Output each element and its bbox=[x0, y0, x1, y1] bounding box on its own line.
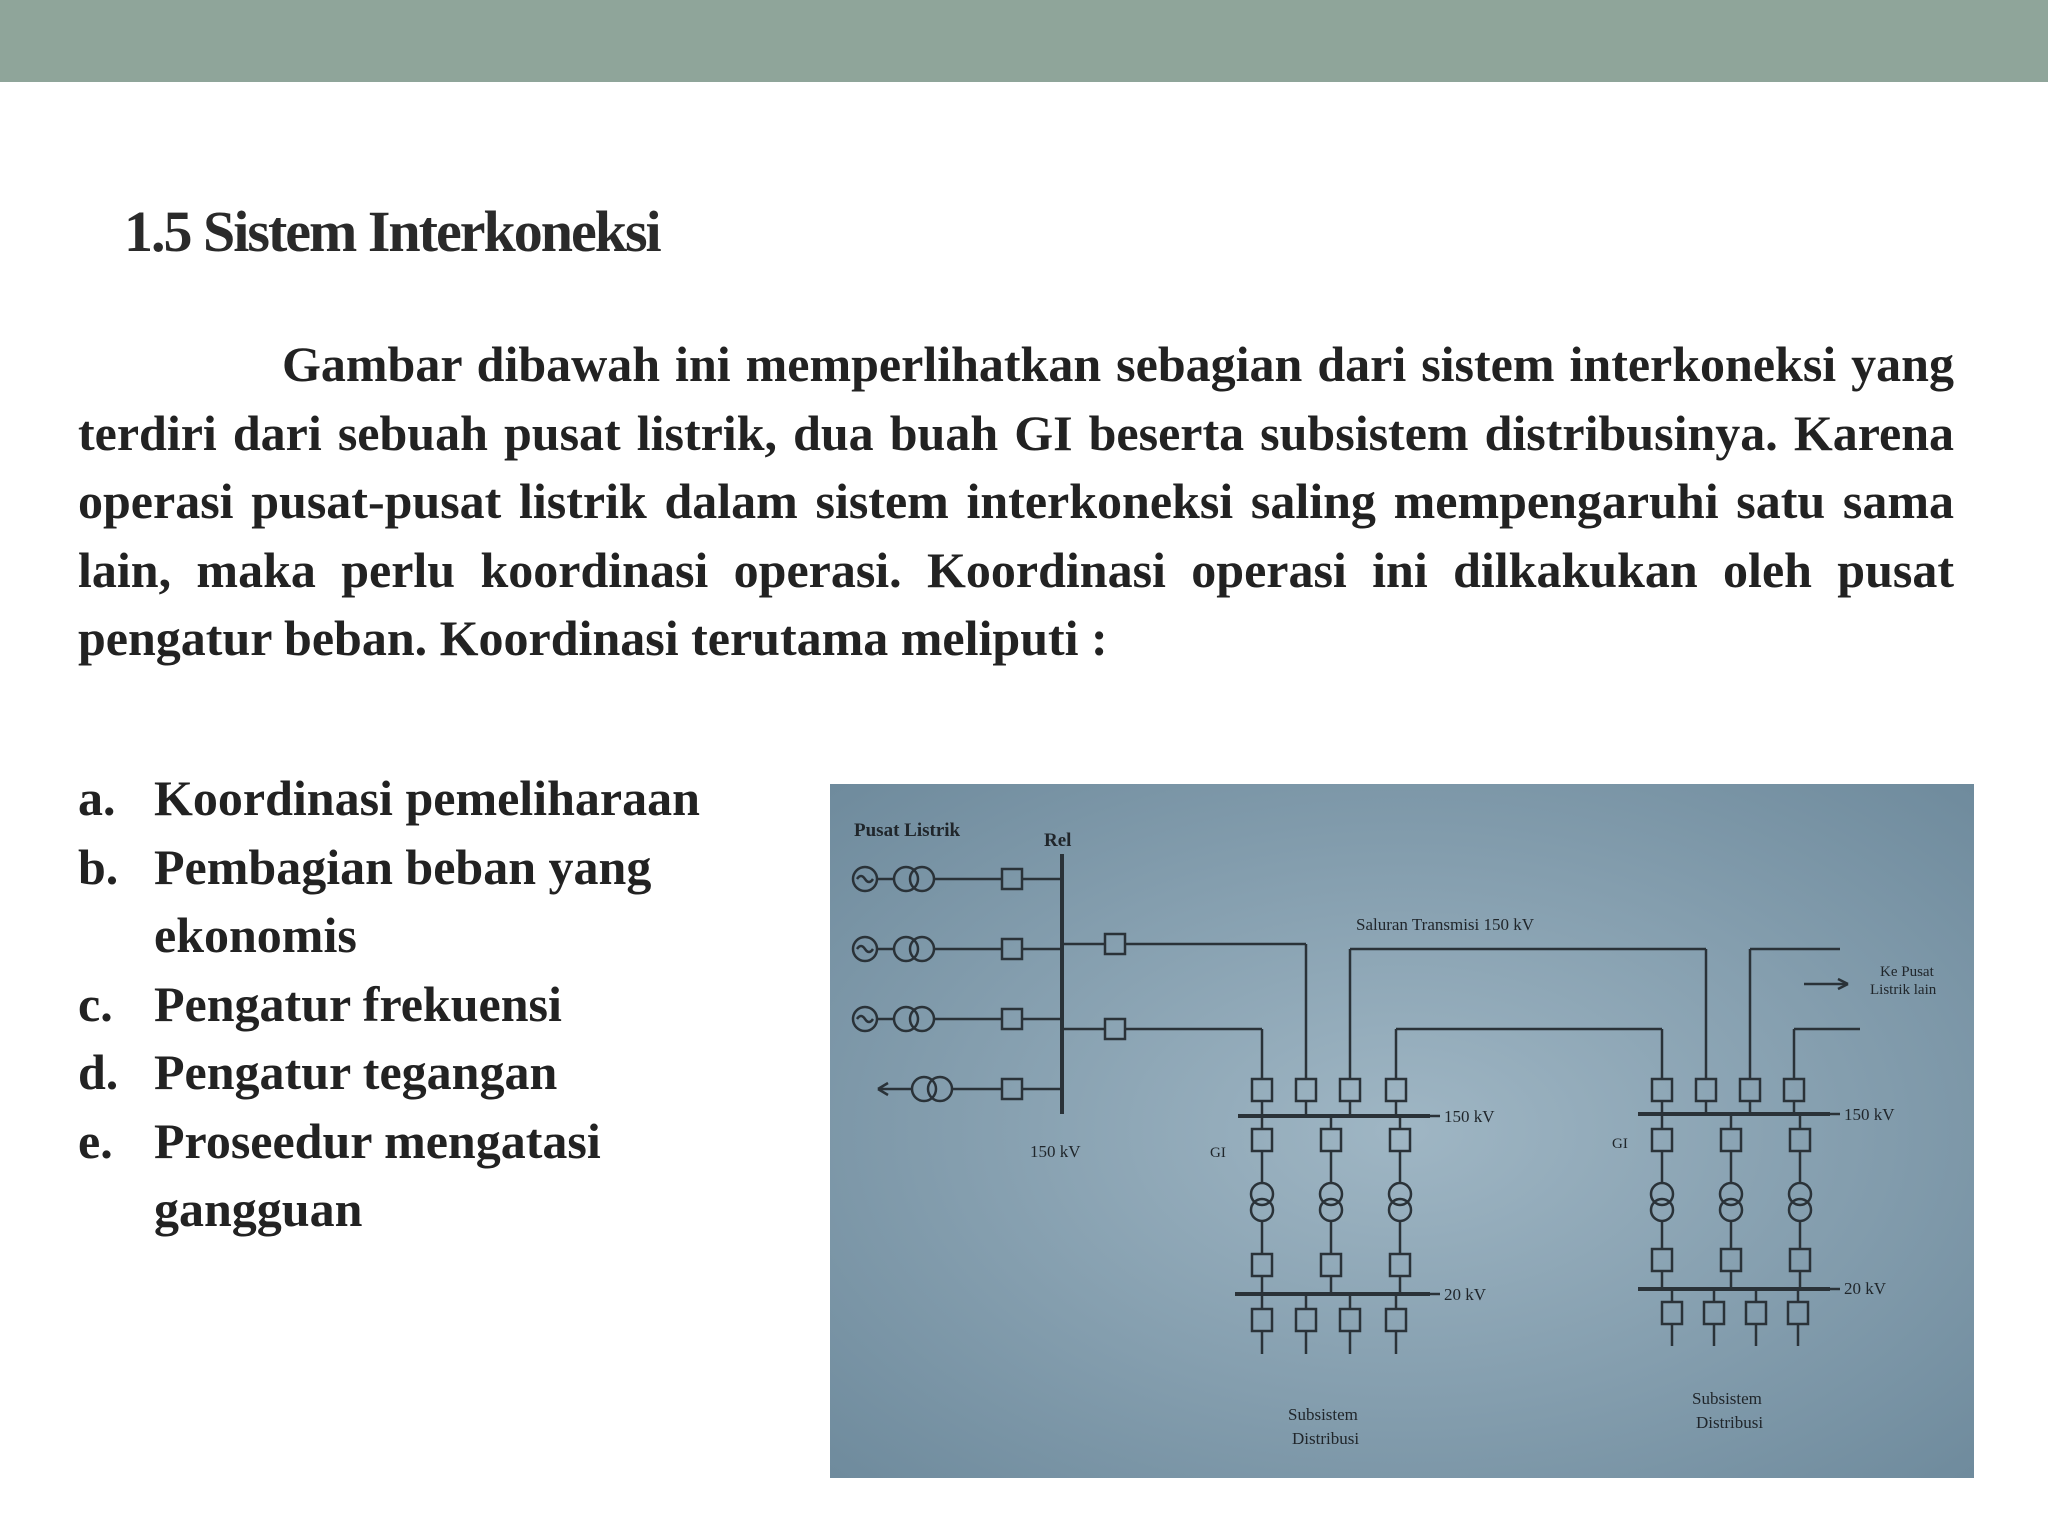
list-item-text: Koordinasi pemeliharaan bbox=[154, 770, 700, 826]
list-item bbox=[78, 764, 798, 833]
list-item bbox=[78, 970, 798, 1039]
list-item bbox=[78, 833, 798, 970]
coordination-list bbox=[78, 764, 798, 1244]
list-marker: c. bbox=[78, 975, 113, 1032]
label-subsistem-2: Subsistem bbox=[1692, 1389, 1762, 1408]
list-item-text: Proseedur mengatasi gangguan bbox=[154, 1112, 601, 1237]
label-saluran-transmisi: Saluran Transmisi 150 kV bbox=[1356, 915, 1535, 934]
top-accent-bar bbox=[0, 0, 2048, 82]
list-item bbox=[78, 1107, 798, 1244]
slide-title: 1.5 Sistem Interkoneksi bbox=[124, 199, 660, 264]
label-distribusi-2: Distribusi bbox=[1696, 1413, 1764, 1432]
list-marker: e. bbox=[78, 1112, 113, 1169]
label-rel: Rel bbox=[1044, 830, 1072, 851]
label-subsistem-1: Subsistem bbox=[1288, 1405, 1358, 1424]
list-marker: b. bbox=[78, 838, 119, 895]
label-ke-pusat: Ke Pusat bbox=[1880, 964, 1934, 980]
intro-paragraph: Gambar dibawah ini memperlihatkan sebagian dari sistem interkoneksi yang terdiri dari sebuah pusat listrik, dua buah GI beserta subsistem distribusinya. Karena operasi pusat-pusat listrik dalam sistem interkoneksi saling mempengaruhi satu sama lain, maka perlu koordinasi operasi. Koordinasi operasi ini dilkakukan oleh pusat pengatur beban. Koordinasi terutama meliputi : bbox=[78, 336, 1954, 666]
label-150kv-left: 150 kV bbox=[1030, 1142, 1081, 1161]
list-item bbox=[78, 1038, 798, 1107]
label-distribusi-1: Distribusi bbox=[1292, 1429, 1360, 1448]
label-listrik-lain: Listrik lain bbox=[1870, 982, 1937, 998]
list-item-text: Pengatur frekuensi bbox=[154, 975, 562, 1032]
diagram-svg bbox=[830, 784, 1974, 1478]
list-item-text: Pengatur tegangan bbox=[154, 1044, 558, 1100]
label-150kv-gi2: 150 kV bbox=[1844, 1105, 1895, 1124]
label-20kv-gi1: 20 kV bbox=[1444, 1285, 1487, 1304]
label-gi-1: GI bbox=[1210, 1145, 1226, 1161]
interconnection-diagram bbox=[830, 784, 1974, 1478]
list-item-text: Pembagian beban yang ekonomis bbox=[154, 838, 652, 963]
label-gi-2: GI bbox=[1612, 1136, 1628, 1152]
label-150kv-gi1: 150 kV bbox=[1444, 1107, 1495, 1126]
label-20kv-gi2: 20 kV bbox=[1844, 1279, 1887, 1298]
list-marker: a. bbox=[78, 770, 116, 826]
list-marker: d. bbox=[78, 1044, 119, 1100]
label-pusat-listrik: Pusat Listrik bbox=[854, 820, 961, 841]
